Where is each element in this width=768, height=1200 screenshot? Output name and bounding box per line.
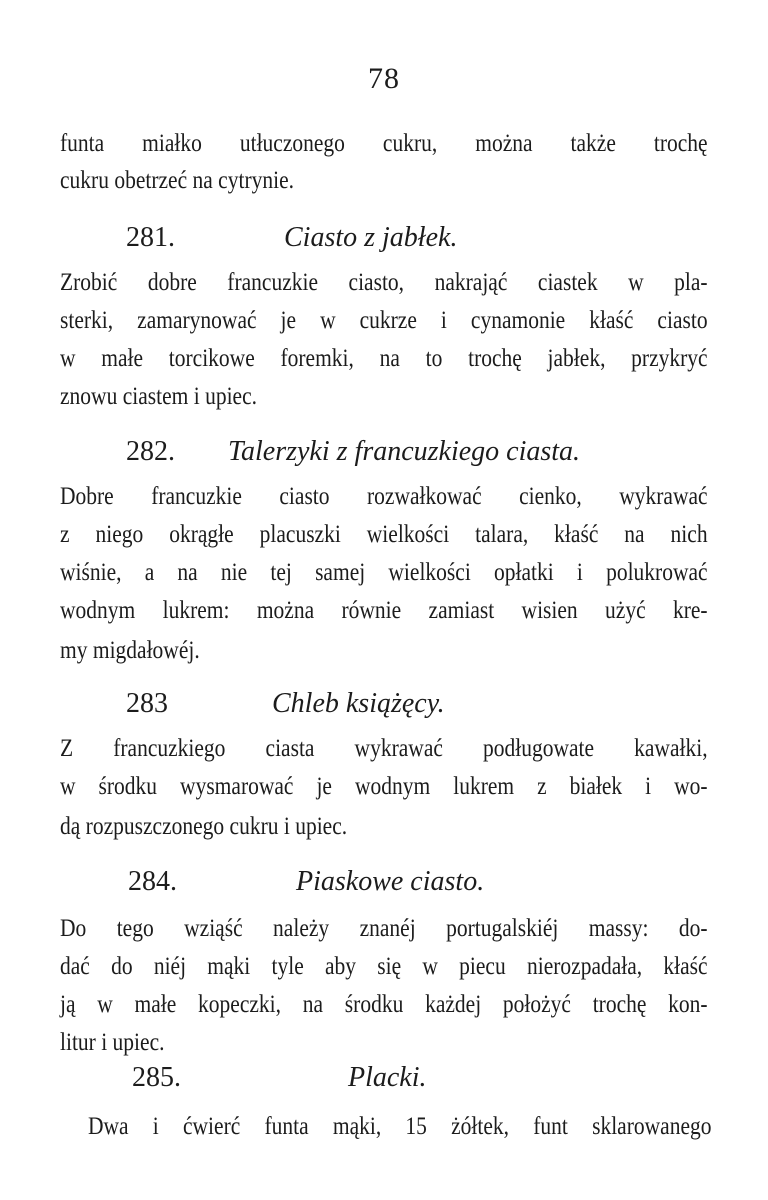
text-line: wiśnie, a na nie tej samej wielkości opłatki i polukrować — [60, 559, 708, 586]
recipe-title: Placki. — [348, 1062, 427, 1093]
recipe-number: 285. — [132, 1062, 181, 1093]
text-line: Do tego wziąść należy znanéj portugalskiéj massy: do- — [60, 915, 708, 942]
page-number: 78 — [368, 62, 400, 95]
recipe-number: 282. — [126, 436, 175, 467]
recipe-heading — [0, 688, 768, 728]
text-line: sterki, zamarynować je w cukrze i cynamonie kłaść ciasto — [60, 307, 708, 334]
recipe-heading — [0, 866, 768, 906]
text-line: my migdałowéj. — [60, 637, 200, 664]
recipe-number: 284. — [128, 866, 177, 897]
text-line: ją w małe kopeczki, na środku każdej położyć trochę kon- — [60, 991, 708, 1018]
text-line: z niego okrągłe placuszki wielkości talara, kłaść na nich — [60, 521, 708, 548]
text-line: dać do niéj mąki tyle aby się w piecu nierozpadała, kłaść — [60, 953, 708, 980]
text-line: Z francuzkiego ciasta wykrawać podługowate kawałki, — [60, 735, 708, 762]
text-line: znowu ciastem i upiec. — [60, 383, 258, 410]
text-line: litur i upiec. — [60, 1029, 165, 1056]
text-line: dą rozpuszczonego cukru i upiec. — [60, 813, 348, 840]
text-line: wodnym lukrem: można równie zamiast wisien użyć kre- — [60, 597, 708, 624]
recipe-title: Talerzyki z francuzkiego ciasta. — [228, 436, 581, 467]
recipe-title: Ciasto z jabłek. — [284, 222, 458, 253]
recipe-heading — [0, 222, 768, 262]
text-line: Dobre francuzkie ciasto rozwałkować cienko, wykrawać — [60, 483, 708, 510]
text-line: w środku wysmarować je wodnym lukrem z białek i wo- — [60, 773, 708, 800]
text-line: Zrobić dobre francuzkie ciasto, nakrająć ciastek w pla- — [60, 269, 708, 296]
recipe-number: 281. — [126, 222, 175, 253]
text-line: funta miałko utłuczonego cukru, można także trochę — [60, 130, 708, 157]
recipe-heading — [0, 436, 768, 476]
text-line: Dwa i ćwierć funta mąki, 15 żółtek, funt sklarowanego — [88, 1113, 712, 1140]
text-line: w małe torcikowe foremki, na to trochę jabłek, przykryć — [60, 345, 708, 372]
recipe-number: 283 — [126, 688, 168, 719]
recipe-title: Piaskowe ciasto. — [296, 866, 485, 897]
recipe-title: Chleb książęcy. — [272, 688, 445, 719]
text-line: cukru obetrzeć na cytrynie. — [60, 167, 295, 194]
recipe-heading — [0, 1062, 768, 1102]
